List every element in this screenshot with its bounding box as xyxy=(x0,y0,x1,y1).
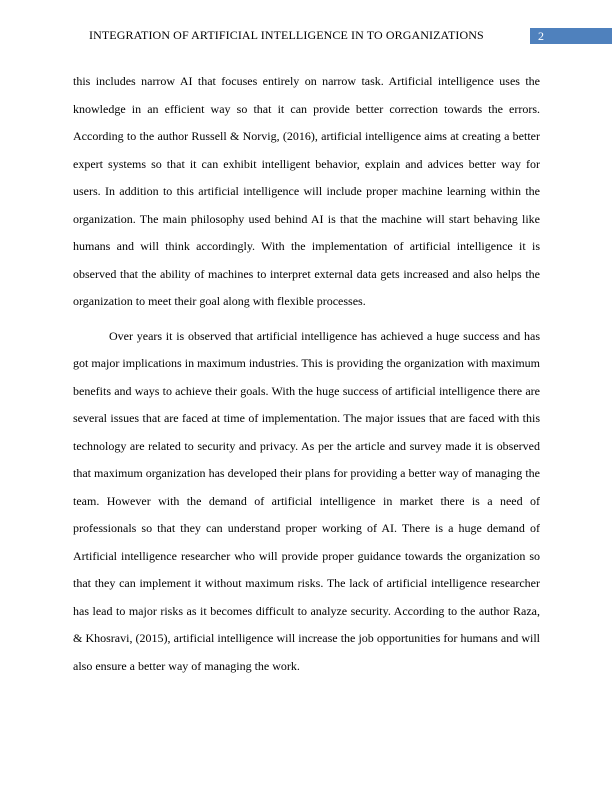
document-body xyxy=(73,68,540,680)
page-number-badge xyxy=(530,28,612,44)
running-header-title: INTEGRATION OF ARTIFICIAL INTELLIGENCE IN TO ORGANIZATIONS xyxy=(89,28,484,42)
page-number: 2 xyxy=(538,29,544,43)
body-paragraph: this includes narrow AI that focuses entirely on narrow task. Artificial intelligence uses the knowledge in an efficient way so that it can provide better correction towards the errors. According to the author Russell & Norvig, (2016), artificial intelligence aims at creating a better expert systems so that it can exhibit intelligent behavior, explain and advices better way for users. In addition to this artificial intelligence will include proper machine learning within the organization. The main philosophy used behind AI is that the machine will start behaving like humans and will think accordingly. With the implementation of artificial intelligence it is observed that the ability of machines to interpret external data gets increased and also helps the organization to meet their goal along with flexible processes. xyxy=(73,74,540,308)
body-paragraph: Over years it is observed that artificial intelligence has achieved a huge success and has got major implications in maximum industries. This is providing the organization with maximum benefits and ways to achieve their goals. With the huge success of artificial intelligence there are several issues that are faced at time of implementation. The major issues that are faced with this technology are related to security and privacy. As per the article and survey made it is observed that maximum organization has developed their plans for providing a better way of managing the team. However with the demand of artificial intelligence in market there is a need of professionals so that they can understand proper working of AI. There is a huge demand of Artificial intelligence researcher who will provide proper guidance towards the organization so that they can implement it without maximum risks. The lack of artificial intelligence researcher has lead to major risks as it becomes difficult to analyze security. According to the author Raza, & Khosravi, (2015), artificial intelligence will increase the job opportunities for humans and will also ensure a better way of managing the work. xyxy=(73,328,540,673)
